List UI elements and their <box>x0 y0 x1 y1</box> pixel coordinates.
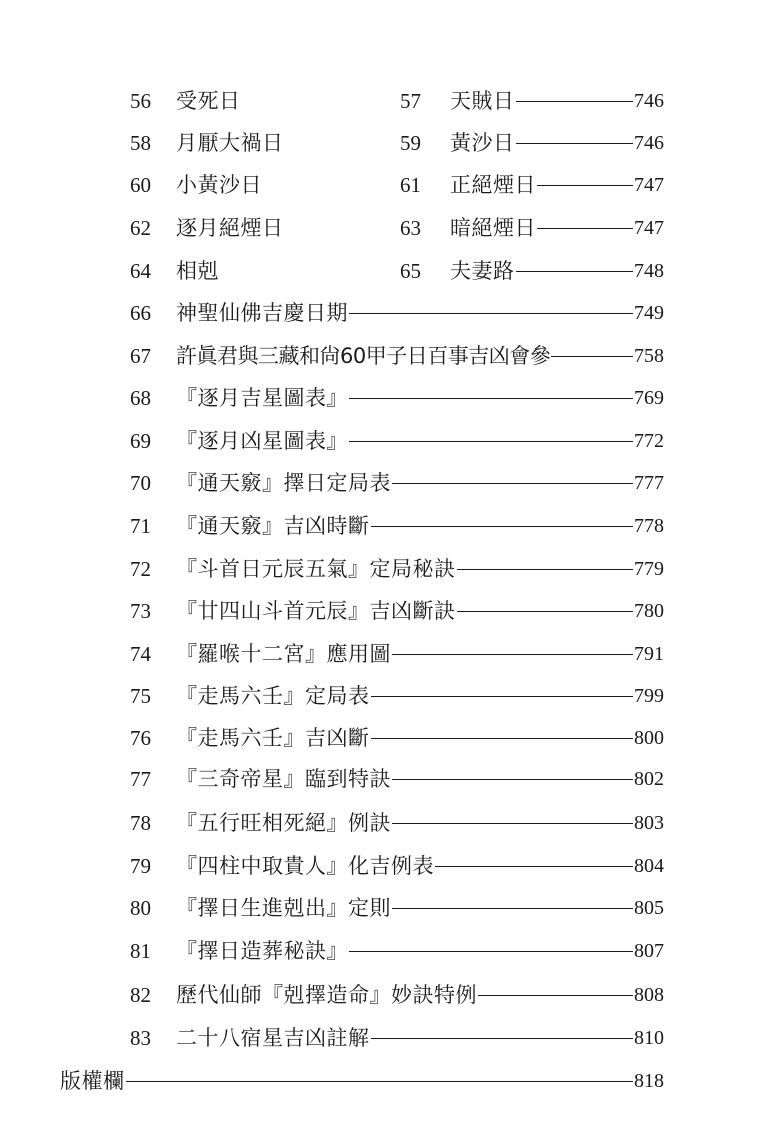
entry-title: 『走馬六壬』吉凶斷 <box>176 726 370 750</box>
toc-entry <box>130 168 380 202</box>
entry-number: 81 <box>130 939 151 963</box>
toc-entry <box>130 424 664 458</box>
leader-line <box>392 779 633 780</box>
entry-title: 小黃沙日 <box>176 173 262 197</box>
toc-entry <box>130 381 664 415</box>
entry-page-number: 800 <box>634 727 664 749</box>
toc-entry <box>130 762 664 796</box>
entry-page-number: 803 <box>634 812 664 834</box>
entry-number: 59 <box>400 131 421 155</box>
entry-page-number: 818 <box>634 1070 664 1092</box>
entry-page-number: 748 <box>634 260 664 282</box>
entry-title: 『廿四山斗首元辰』吉凶斷訣 <box>176 599 456 623</box>
entry-number: 76 <box>130 726 151 750</box>
toc-entry <box>400 84 664 118</box>
entry-page-number: 805 <box>634 897 664 919</box>
entry-number: 69 <box>130 429 151 453</box>
entry-title: 『擇日生進剋出』定則 <box>176 896 391 920</box>
entry-title: 黃沙日 <box>450 131 515 155</box>
toc-entry <box>130 721 664 755</box>
entry-title: 『三奇帝星』臨到特訣 <box>176 767 391 791</box>
entry-title: 歷代仙師『剋擇造命』妙訣特例 <box>176 983 477 1007</box>
entry-title: 二十八宿星吉凶註解 <box>176 1026 370 1050</box>
entry-page-number: 807 <box>634 940 664 962</box>
leader-line <box>551 356 633 357</box>
entry-page-number: 747 <box>634 217 664 239</box>
entry-page-number: 780 <box>634 600 664 622</box>
entry-title: 相剋 <box>176 259 219 283</box>
entry-number: 78 <box>130 811 151 835</box>
toc-entry <box>130 934 664 968</box>
leader-line <box>349 398 633 399</box>
entry-number: 60 <box>130 173 151 197</box>
entry-title: 『通天竅』擇日定局表 <box>176 471 391 495</box>
entry-title: 許眞君與三藏和尙60甲子日百事吉凶會參 <box>176 344 551 368</box>
entry-page-number: 810 <box>634 1027 664 1049</box>
entry-number: 57 <box>400 89 421 113</box>
toc-entry <box>130 126 380 160</box>
toc-entry <box>400 211 664 245</box>
entry-number: 79 <box>130 854 151 878</box>
leader-line <box>537 228 633 229</box>
entry-title: 受死日 <box>176 89 241 113</box>
entry-number: 68 <box>130 386 151 410</box>
leader-line <box>516 101 634 102</box>
entry-number: 83 <box>130 1026 151 1050</box>
toc-entry <box>400 168 664 202</box>
toc-entry <box>130 296 664 330</box>
entry-page-number: 747 <box>634 174 664 196</box>
entry-title: 版權欄 <box>60 1069 125 1093</box>
toc-entry <box>130 891 664 925</box>
entry-number: 66 <box>130 301 151 325</box>
leader-line <box>537 185 633 186</box>
entry-page-number: 772 <box>634 430 664 452</box>
leader-line <box>371 738 634 739</box>
entry-page-number: 799 <box>634 685 664 707</box>
leader-line <box>435 866 633 867</box>
entry-title: 『四柱中取貴人』化吉例表 <box>176 854 434 878</box>
entry-number: 67 <box>130 344 151 368</box>
entry-number: 64 <box>130 259 151 283</box>
entry-number: 63 <box>400 216 421 240</box>
toc-entry <box>130 552 664 586</box>
entry-title: 天賊日 <box>450 89 515 113</box>
leader-line <box>371 526 634 527</box>
entry-page-number: 749 <box>634 302 664 324</box>
entry-number: 58 <box>130 131 151 155</box>
entry-title: 逐月絕煙日 <box>176 216 284 240</box>
toc-entry <box>130 84 380 118</box>
entry-number: 72 <box>130 557 151 581</box>
leader-line <box>478 995 633 996</box>
leader-line <box>457 569 634 570</box>
entry-page-number: 777 <box>634 472 664 494</box>
toc-entry <box>130 254 380 288</box>
entry-title: 『擇日造葬秘訣』 <box>176 939 348 963</box>
leader-line <box>392 654 633 655</box>
toc-entry-appendix <box>60 1064 664 1098</box>
entry-number: 74 <box>130 642 151 666</box>
leader-line <box>457 611 634 612</box>
toc-entry <box>130 849 664 883</box>
entry-number: 73 <box>130 599 151 623</box>
toc-entry <box>130 211 380 245</box>
leader-line <box>371 696 634 697</box>
entry-number: 61 <box>400 173 421 197</box>
entry-title: 『羅喉十二宮』應用圖 <box>176 642 391 666</box>
leader-line <box>349 441 633 442</box>
entry-number: 62 <box>130 216 151 240</box>
leader-line <box>392 823 633 824</box>
leader-line <box>516 271 634 272</box>
toc-entry <box>130 806 664 840</box>
entry-number: 65 <box>400 259 421 283</box>
entry-page-number: 804 <box>634 855 664 877</box>
leader-line <box>349 313 633 314</box>
entry-page-number: 746 <box>634 90 664 112</box>
entry-title: 『逐月凶星圖表』 <box>176 429 348 453</box>
toc-entry <box>130 978 664 1012</box>
entry-page-number: 758 <box>634 345 664 367</box>
entry-page-number: 769 <box>634 387 664 409</box>
toc-entry <box>130 509 664 543</box>
entry-page-number: 746 <box>634 132 664 154</box>
entry-title: 『走馬六壬』定局表 <box>176 684 370 708</box>
entry-number: 80 <box>130 896 151 920</box>
entry-title: 『逐月吉星圖表』 <box>176 386 348 410</box>
entry-page-number: 778 <box>634 515 664 537</box>
entry-page-number: 802 <box>634 768 664 790</box>
leader-line <box>516 143 634 144</box>
entry-title: 『斗首日元辰五氣』定局秘訣 <box>176 557 456 581</box>
entry-title: 神聖仙佛吉慶日期 <box>176 301 348 325</box>
toc-entry <box>400 126 664 160</box>
leader-line <box>126 1081 634 1082</box>
entry-page-number: 791 <box>634 643 664 665</box>
entry-title: 『五行旺相死絕』例訣 <box>176 811 391 835</box>
toc-entry <box>130 466 664 500</box>
entry-title: 正絕煙日 <box>450 173 536 197</box>
leader-line <box>371 1038 634 1039</box>
toc-entry <box>400 254 664 288</box>
entry-page-number: 779 <box>634 558 664 580</box>
toc-entry <box>130 637 664 671</box>
entry-page-number: 808 <box>634 984 664 1006</box>
leader-line <box>392 908 633 909</box>
entry-number: 82 <box>130 983 151 1007</box>
leader-line <box>349 951 633 952</box>
entry-title: 夫妻路 <box>450 259 515 283</box>
entry-title: 月厭大禍日 <box>176 131 284 155</box>
leader-line <box>392 483 633 484</box>
entry-number: 75 <box>130 684 151 708</box>
toc-entry <box>130 1021 664 1055</box>
entry-title: 暗絕煙日 <box>450 216 536 240</box>
entry-title: 『通天竅』吉凶時斷 <box>176 514 370 538</box>
entry-number: 77 <box>130 767 151 791</box>
entry-number: 56 <box>130 89 151 113</box>
toc-entry <box>130 339 664 373</box>
entry-number: 70 <box>130 471 151 495</box>
toc-entry <box>130 594 664 628</box>
toc-entry <box>130 679 664 713</box>
entry-number: 71 <box>130 514 151 538</box>
